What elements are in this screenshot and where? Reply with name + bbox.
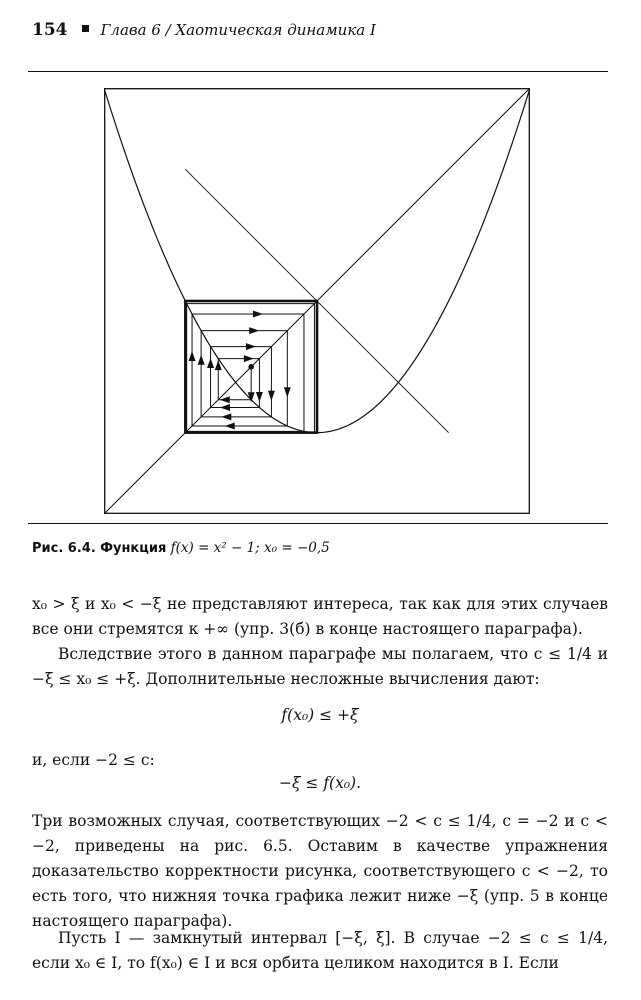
cobweb-arrow-12 — [284, 387, 291, 397]
top-rule — [28, 71, 608, 72]
bullet-separator-icon — [82, 25, 89, 32]
figure-bottom-rule — [28, 523, 608, 524]
cobweb-arrow-5 — [220, 404, 230, 411]
page-number: 154 — [32, 20, 68, 40]
start-point — [248, 364, 254, 370]
cobweb-arrow-8 — [268, 391, 275, 401]
paragraph-3: и, если −2 ≤ c: — [32, 751, 155, 769]
cobweb-arrow-13 — [225, 422, 235, 429]
caption-title: Функция — [100, 541, 167, 556]
equation-1: f(x₀) ≤ +ξ — [281, 706, 359, 724]
cobweb-arrow-10 — [198, 355, 205, 365]
cobweb-arrow-7 — [246, 343, 256, 350]
cobweb-arrow-15 — [253, 311, 263, 318]
paragraph-5: Пусть I — замкнутый интервал [−ξ, ξ]. В случае −2 ≤ c ≤ 1/4, если x₀ ∈ I, то f(x₀) ∈ I и вся орбита целиком находится в I. Если — [32, 929, 608, 972]
cobweb-figure — [104, 88, 530, 514]
cobweb-arrow-6 — [207, 358, 214, 368]
equation-2: −ξ ≤ f(x₀). — [278, 774, 362, 792]
figure-caption — [32, 540, 612, 556]
caption-label: Рис. 6.4. — [32, 541, 96, 556]
paragraph-1: x₀ > ξ и x₀ < −ξ не представляют интереса, так как для этих случаев все они стремятся к +∞ (упр. 3(б) в конце настоящего параграфа). — [32, 595, 608, 638]
cobweb-arrow-11 — [249, 327, 259, 334]
paragraph-4: Три возможных случая, соответствующих −2 < c ≤ 1/4, c = −2 и c < −2, приведены на рис. 6.5. Оставим в качестве упражнения доказательство корректности рисунка, соответствующего c < −2, то есть того, что нижняя точка графика лежит ниже −ξ (упр. 5 в конце настоящего параграфа). — [32, 812, 608, 930]
chapter-title: Глава 6 / Хаотическая динамика I — [100, 21, 376, 39]
running-head — [32, 20, 612, 46]
caption-formula: f(x) = x² − 1; x₀ = −0,5 — [170, 540, 330, 556]
cobweb-arrow-9 — [221, 413, 231, 420]
cobweb-arrow-4 — [256, 392, 263, 402]
cobweb-arrow-3 — [244, 355, 254, 362]
cobweb-arrow-14 — [189, 351, 196, 361]
paragraph-2: Вследствие этого в данном параграфе мы полагаем, что c ≤ 1/4 и −ξ ≤ x₀ ≤ +ξ. Дополнительные несложные вычисления дают: — [32, 645, 608, 688]
